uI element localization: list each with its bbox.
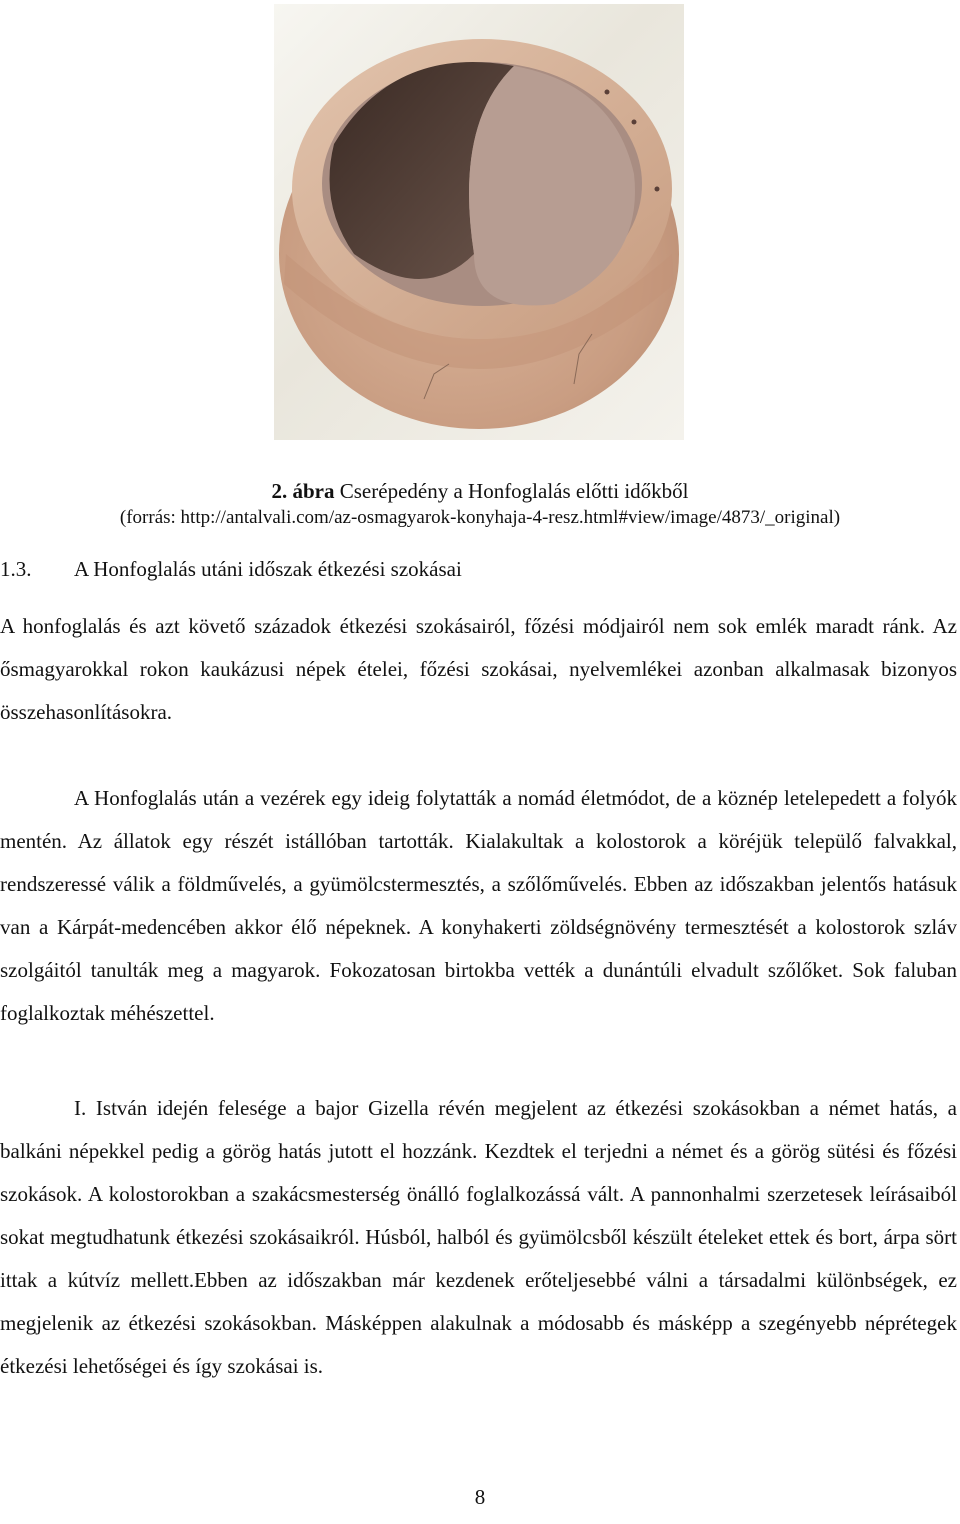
figure-source: (forrás: http://antalvali.com/az-osmagyarok-konyhaja-4-resz.html#view/image/4873/_original)	[119, 507, 841, 528]
figure-image	[274, 4, 684, 440]
paragraph: A Honfoglalás után a vezérek egy ideig folytatták a nomád életmódot, de a köznép letelepedett a folyók mentén. Az állatok egy részét istállóban tartották. Kialakultak a kolostorok a köréjük települő falvakkal, rendszeressé válik a földművelés, a gyümölcstermesztés, a szőlőművelés. Ebben az időszakban jelentős hatásuk van a Kárpát-medencében akkor élő népeknek. A konyhakerti zöldségnövény termesztését a kolostorok szláv szolgáitól tanulták meg a magyarok. Fokozatosan birtokba vették a dunántúli elvadult szőlőket. Sok faluban foglalkoztak méhészettel.	[0, 786, 957, 1025]
paragraph: I. István idején felesége a bajor Gizella révén megjelent az étkezési szokásokban a német hatás, a balkáni népekkel pedig a görög hatás jutott el hozzánk. Kezdtek el terjedni a német és a görög sütési és főzési szokások. A kolostorokban a szakácsmesterség önálló foglalkozássá vált. A pannonhalmi szerzetesek leírásaiból sokat megtudhatunk étkezési szokásaikról. Húsból, halból és gyümölcsből készült ételeket ettek és bort, árpa sört ittak a kútvíz mellett.Ebben az időszakban már kezdenek erőteljesebbé válni a társadalmi különbségek, ez megjelenik az étkezési szokásokban. Másképpen alakulnak a módosabb és másképp a szegényebb néprétegek étkezési lehetőségei és így szokásai is.	[0, 1096, 957, 1378]
figure-caption	[0, 478, 960, 504]
section-number: 1.3.	[0, 557, 32, 581]
section-title: A Honfoglalás utáni időszak étkezési szokásai	[74, 557, 462, 581]
page-number: 8	[474, 1485, 486, 1509]
figure-caption-text: Cserépedény a Honfoglalás előtti időkből	[339, 479, 689, 503]
figure-number-label: 2. ábra	[271, 479, 335, 503]
clay-pot-illustration	[274, 4, 684, 440]
section-heading	[0, 555, 960, 583]
paragraph: A honfoglalás és azt követő századok étkezési szokásairól, főzési módjairól nem sok emlék maradt ránk. Az ősmagyarokkal rokon kaukázusi népek ételei, főzési szokásai, nyelvemlékei azonban alkalmasak bizonyos összehasonlításokra.	[0, 614, 957, 724]
